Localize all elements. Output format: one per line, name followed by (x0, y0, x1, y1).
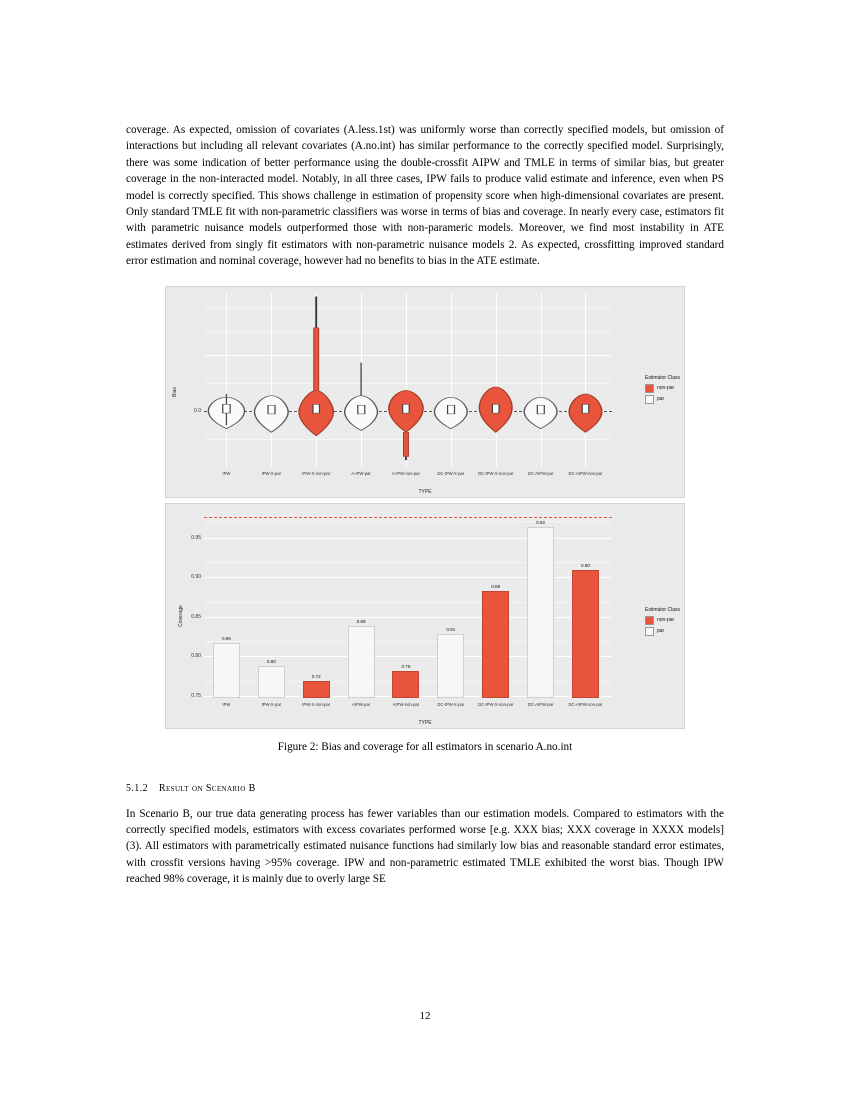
violin-legend-label-nonpar: non-par (656, 385, 675, 392)
bar-xtick-1: IPW (222, 701, 231, 707)
bar-legend-swatch-nonpar-icon (645, 616, 654, 625)
bar-legend-swatch-par-icon (645, 627, 654, 636)
bar-legend-label-par: par (656, 628, 665, 635)
bar-ytick-4: 0.90 (191, 574, 201, 581)
bar-y-axis-label: Coverage (177, 604, 184, 627)
bar-xtick-4: AIPW-par (352, 701, 371, 707)
bar-plot-area (191, 510, 612, 707)
bar-xtick-6: DC-IPW-X-par (437, 701, 465, 707)
violin-xtick-5: A-IPW-non-par (392, 470, 420, 476)
violin-legend-title: Estimator Class (644, 374, 680, 381)
bar-xtick-2: IPW-X-par (261, 701, 282, 707)
bar-ytick-5: 0.95 (191, 534, 201, 541)
violin-xtick-6: DC-IPW-X-par (437, 470, 465, 476)
violin-legend-label-par: par (656, 396, 665, 403)
legend-swatch-par-icon (645, 395, 654, 404)
bar-legend-title: Estimator Class (644, 606, 680, 613)
bar-xtick-7: DC-IPW-X-non-par (478, 701, 514, 707)
bar-label-dc-aipw-non-par: 0.90 (580, 562, 590, 568)
section-heading (126, 783, 724, 794)
bar-xtick-3: IPW-X-non-par (302, 701, 331, 707)
bar-label-aipw-non-par: 0.79 (401, 664, 411, 670)
figure-caption: Figure 2: Bias and coverage for all estimators in scenario A.no.int (277, 740, 573, 753)
bar-dc-ipw-x-par (437, 626, 464, 698)
violin-xtick-7: DC-IPW-X-non-par (478, 470, 514, 476)
bar-ytick-3: 0.85 (191, 613, 201, 620)
bar-ipw-x-non-par (303, 673, 330, 698)
bar-ytick-2: 0.80 (191, 653, 201, 660)
bar-label-ipw-x-par: 0.80 (266, 658, 276, 664)
bar-xtick-5: AIPW-non-par (392, 701, 420, 707)
bar-dc-aipw-non-par (572, 562, 599, 698)
violin-xtick-2: IPW-X-par (261, 470, 282, 476)
paragraph-scenario-b: In Scenario B, our true data generating process has fewer variables than our estimation models. Compared to estimators with the correctly specified models, estimators with excess covariates performed worse [e.g. XXX bias; XXX coverage in XXXX models] (3). All estimators with parametrically estimated nuisance functions had similarly low bias and reasonable standard error estimates, with crossfit versions having >95% coverage. IPW and non-parametric estimated TMLE exhibited the worst bias. Though IPW reached 98% coverage, it is mainly due to overly large SE (126, 807, 724, 886)
bar-dc-ipw-x-non-par (482, 583, 509, 698)
violin-chart-panel (165, 286, 685, 498)
figure-2-plots (165, 286, 685, 729)
section-title: Result on Scenario B (158, 782, 256, 794)
paragraph-coverage: coverage. As expected, omission of covariates (A.less.1st) was uniformly worse than correctly specified models, but omission of interactions but including all relevant covariates (A.no.int) has similar performance to the correctly specified model. Surprisingly, there was some indication of better performance using the double-crossfit AIPW and TMLE in terms of similar bias, but greater coverage in the non-interacted model. Notably, in all three cases, IPW fails to produce valid estimate and inference, even when PS model is correctly specified. This shows challenge in estimation of propensity score when high-dimensional covariates are present. Only standard TMLE fit with non-parametric classifiers was worse in terms of bias and coverage. In nearly every case, estimators fit with parametric nuisance models outperformed those with non-parameric models. Moreover, we find most instability in ATE estimates derived from singly fit estimators with non-parametric nuisance models 2. As expected, crossfitting improved standard error estimation and nominal coverage, however had no benefits to bias in the ATE estimate. (126, 124, 724, 268)
violin-y-axis-label: Bias (171, 386, 178, 397)
bar-xtick-9: DC-AIPW-non-par (568, 701, 603, 707)
bar-ipw (213, 636, 240, 698)
page-content (126, 122, 724, 888)
bar-label-ipw-x-non-par: 0.72 (311, 673, 321, 679)
violin-legend-item-nonpar (645, 384, 680, 393)
bar-reference-line-095 (204, 517, 612, 518)
violin-xtick-3: IPW-X-non-par (302, 470, 331, 476)
bar-aipw-non-par (392, 664, 419, 697)
violin-shapes (204, 293, 612, 467)
bar-label-dc-aipw-par: 0.92 (536, 519, 546, 525)
violin-xtick-1: IPW (222, 470, 231, 476)
coverage-bar-chart-panel (165, 503, 685, 729)
bar-label-dc-ipw-x-non-par: 0.88 (491, 583, 501, 589)
violin-xtick-8: DC-AIPW-par (527, 470, 554, 476)
violin-xtick-4: A-IPW-par (351, 470, 371, 476)
bar-legend-item-par (645, 627, 680, 636)
violin-plot-area (194, 293, 612, 476)
violin-legend-item-par (645, 395, 680, 404)
bar-xtick-8: DC-AIPW-par (527, 701, 554, 707)
figure-2 (126, 286, 724, 729)
bar-aipw-par (348, 619, 375, 697)
bar-label-ipw: 0.86 (221, 636, 231, 642)
bar-label-aipw-par: 0.89 (356, 619, 366, 625)
bar-label-dc-ipw-x-par: 0.91 (446, 626, 456, 632)
bar-x-axis-label: TYPE (418, 719, 432, 726)
violin-legend (645, 375, 680, 406)
bar-legend-label-nonpar: non-par (656, 617, 675, 624)
bar-dc-aipw-par (527, 519, 554, 698)
bar-ytick-1: 0.75 (191, 692, 201, 699)
page-number: 12 (419, 1010, 431, 1022)
bar-ipw-x-par (258, 658, 285, 698)
section-number: 5.1.2 (126, 782, 148, 794)
bar-legend-item-nonpar (645, 616, 680, 625)
bar-legend (645, 607, 680, 638)
violin-x-axis-label: TYPE (418, 488, 432, 495)
legend-swatch-nonpar-icon (645, 384, 654, 393)
violin-ytick-0: 0.0 (194, 407, 201, 414)
violin-xtick-9: DC-AIPW-non-par (568, 470, 603, 476)
